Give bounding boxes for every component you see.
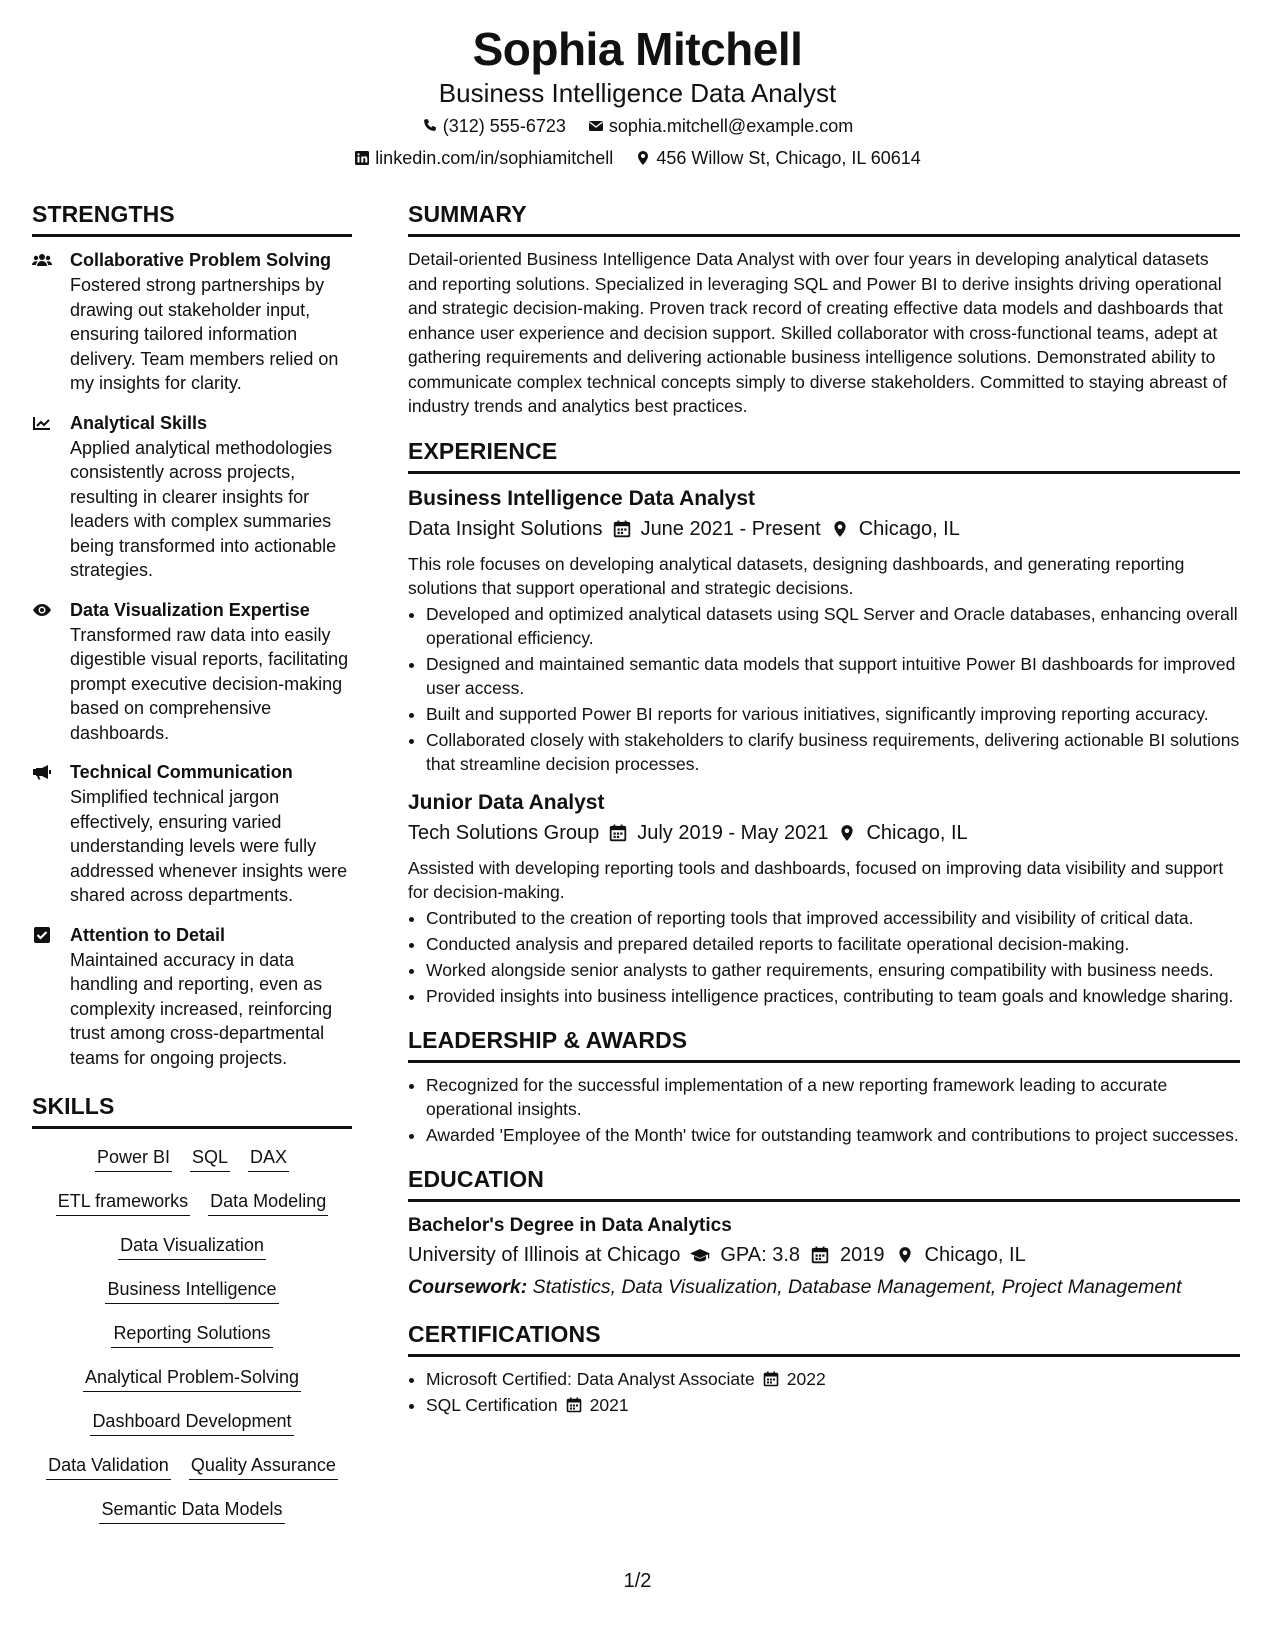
skill-tag: ETL frameworks	[56, 1189, 190, 1216]
calendar-icon	[566, 1397, 582, 1413]
calendar-icon	[613, 520, 631, 538]
skill-row	[32, 1277, 352, 1304]
certification-year: 2022	[786, 1368, 826, 1389]
job-bullet: • Worked alongside senior analysts to gather requirements, ensuring compatibility with business needs.	[426, 958, 1240, 982]
email-text: sophia.mitchell@example.com	[608, 116, 854, 136]
skill-row	[32, 1453, 352, 1480]
skill-tag: Quality Assurance	[189, 1453, 338, 1480]
certification-year: 2021	[589, 1394, 629, 1415]
job-description: This role focuses on developing analytical datasets, designing dashboards, and generating reporting solutions that support operational and strategic decisions.	[408, 553, 1185, 598]
education-year: 2019	[840, 1243, 885, 1266]
certification-list	[408, 1367, 1240, 1417]
strengths-heading: STRENGTHS	[32, 200, 352, 237]
leadership-section	[408, 1026, 1240, 1147]
strength-title: Technical Communication	[70, 762, 293, 782]
job-bullet: • Designed and maintained semantic data models that support intuitive Power BI dashboards for improved user access.	[426, 652, 1240, 700]
skill-tag: Business Intelligence	[105, 1277, 278, 1304]
strength-item	[32, 247, 352, 396]
strength-title: Analytical Skills	[70, 412, 208, 433]
map-pin-icon	[838, 824, 856, 842]
strength-desc: Applied analytical methodologies consistently across projects, resulting in clearer insights for leaders with complex summaries being transformed into actionable strategies.	[70, 437, 337, 580]
job-bullets	[408, 602, 1240, 776]
job-bullet: • Collaborated closely with stakeholders to clarify business requirements, delivering actionable BI solutions that streamline decision processes.	[426, 728, 1240, 776]
resume-header	[0, 22, 1275, 174]
strength-item	[32, 597, 352, 746]
job-location: Chicago, IL	[858, 517, 960, 540]
job-title: Business Intelligence Data Analyst	[408, 486, 756, 510]
education-degree: Bachelor's Degree in Data Analytics	[408, 1214, 732, 1236]
strength-item	[32, 410, 352, 583]
job-dates: July 2019 - May 2021	[637, 821, 829, 844]
job-title: Junior Data Analyst	[408, 790, 605, 814]
skill-tag: Data Validation	[46, 1453, 171, 1480]
page-number: 1/2	[623, 1570, 652, 1592]
job-bullet: • Contributed to the creation of reporting tools that improved accessibility and visibility of critical data.	[426, 906, 1240, 930]
skill-tag: Dashboard Development	[90, 1409, 293, 1436]
job-company: Tech Solutions Group	[408, 821, 600, 844]
experience-heading: EXPERIENCE	[408, 437, 1240, 474]
education-location: Chicago, IL	[924, 1243, 1026, 1266]
calendar-icon	[763, 1371, 779, 1387]
users-icon	[32, 251, 52, 269]
skills-section	[32, 1092, 352, 1524]
education-section	[408, 1165, 1240, 1302]
map-pin-icon	[635, 150, 651, 166]
skills-heading: SKILLS	[32, 1092, 352, 1129]
skill-tag: SQL	[190, 1145, 230, 1172]
linkedin-text: linkedin.com/in/sophiamitchell	[375, 148, 614, 168]
job-bullet: • Conducted analysis and prepared detailed reports to facilitate operational decision-making.	[426, 932, 1240, 956]
skill-row	[32, 1321, 352, 1348]
skill-row	[32, 1409, 352, 1436]
certification-name: • Microsoft Certified: Data Analyst Associate	[426, 1368, 755, 1389]
education-meta	[408, 1240, 1240, 1270]
envelope-icon	[588, 118, 604, 134]
skill-tag: DAX	[248, 1145, 289, 1172]
email-item[interactable]	[588, 110, 853, 142]
contact-row-1	[0, 110, 1275, 142]
skill-row	[32, 1145, 352, 1172]
linkedin-icon	[354, 150, 370, 166]
eye-icon	[32, 601, 52, 619]
strength-title: Data Visualization Expertise	[70, 599, 310, 620]
map-pin-icon	[895, 1246, 915, 1264]
map-pin-icon	[831, 520, 849, 538]
certifications-heading: CERTIFICATIONS	[408, 1320, 1240, 1357]
job-entry	[408, 788, 1240, 1008]
strength-item	[32, 922, 352, 1071]
candidate-name: Sophia Mitchell	[472, 23, 803, 75]
strength-desc: Maintained accuracy in data handling and reporting, even as complexity increased, reinforcing trust among cross-departmental teams for ongoing projects.	[70, 949, 333, 1068]
address-item	[635, 142, 920, 174]
chart-line-icon	[32, 414, 52, 432]
skill-row	[32, 1233, 352, 1260]
strength-title: Attention to Detail	[70, 924, 225, 945]
calendar-icon	[810, 1246, 830, 1264]
certification-item	[426, 1393, 1240, 1417]
phone-item	[422, 110, 566, 142]
job-bullet: • Provided insights into business intelligence practices, contributing to team goals and knowledge sharing.	[426, 984, 1240, 1008]
job-meta	[408, 818, 1240, 848]
skill-tag: Power BI	[95, 1145, 172, 1172]
phone-text: (312) 555-6723	[442, 116, 566, 136]
summary-text: Detail-oriented Business Intelligence Data Analyst with over four years in developing analytical datasets and reporting solutions. Specialized in leveraging SQL and Power BI to derive insights driving operational and strategic decision-making. Proven track record of creating effective data models and dashboards that enhance user experience and decision support. Skilled collaborator with cross-functional teams, adept at gathering requirements and delivering actionable business intelligence solutions. Demonstrated ability to communicate complex technical concepts simply to diverse stakeholders. Committed to staying abreast of industry trends and analytics best practices.	[408, 249, 1227, 416]
job-bullet: • Developed and optimized analytical datasets using SQL Server and Oracle databases, enhancing overall operational efficiency.	[426, 602, 1240, 650]
education-gpa: GPA: 3.8	[720, 1243, 801, 1266]
summary-heading: SUMMARY	[408, 200, 1240, 237]
address-text: 456 Willow St, Chicago, IL 60614	[656, 148, 921, 168]
skill-tag: Semantic Data Models	[99, 1497, 284, 1524]
linkedin-item[interactable]	[354, 142, 613, 174]
leadership-heading: LEADERSHIP & AWARDS	[408, 1026, 1240, 1063]
education-coursework	[408, 1272, 1240, 1302]
job-dates: June 2021 - Present	[640, 517, 821, 540]
certifications-section	[408, 1320, 1240, 1417]
leadership-bullets	[408, 1073, 1240, 1147]
certification-item	[426, 1367, 1240, 1391]
education-school: University of Illinois at Chicago	[408, 1243, 681, 1266]
skill-row	[32, 1365, 352, 1392]
strength-desc: Transformed raw data into easily digestible visual reports, facilitating prompt executive decision-making based on comprehensive dashboards.	[70, 624, 349, 743]
job-bullet: • Built and supported Power BI reports for various initiatives, significantly improving reporting accuracy.	[426, 702, 1240, 726]
leadership-bullet: • Recognized for the successful implementation of a new reporting framework leading to accurate operational insights.	[426, 1073, 1240, 1121]
left-column	[32, 200, 352, 1541]
megaphone-icon	[32, 763, 52, 781]
summary-section	[408, 200, 1240, 419]
strength-desc: Simplified technical jargon effectively, ensuring varied understanding levels were fully addressed whenever insights were shared across departments.	[70, 787, 348, 905]
leadership-bullet: • Awarded 'Employee of the Month' twice for outstanding teamwork and contributions to project successes.	[426, 1123, 1240, 1147]
skill-tag: Data Visualization	[118, 1233, 266, 1260]
contact-row-2	[0, 142, 1275, 174]
skill-row	[32, 1497, 352, 1524]
job-location: Chicago, IL	[866, 821, 968, 844]
strength-desc: Fostered strong partnerships by drawing out stakeholder input, ensuring tailored information delivery. Team members relied on my insights for clarity.	[70, 275, 339, 393]
skill-tag: Analytical Problem-Solving	[83, 1365, 301, 1392]
job-bullets	[408, 906, 1240, 1008]
coursework-list: Statistics, Data Visualization, Database Management, Project Management	[532, 1275, 1182, 1298]
job-meta	[408, 514, 1240, 544]
graduation-cap-icon	[690, 1246, 710, 1264]
candidate-title: Business Intelligence Data Analyst	[438, 78, 837, 108]
certification-name: • SQL Certification	[426, 1394, 558, 1415]
job-entry	[408, 484, 1240, 776]
coursework-label: Coursework:	[408, 1275, 528, 1298]
skill-row	[32, 1189, 352, 1216]
skill-tag: Reporting Solutions	[111, 1321, 272, 1348]
phone-icon	[422, 118, 438, 134]
right-column	[408, 200, 1240, 1435]
check-square-icon	[32, 926, 52, 944]
job-company: Data Insight Solutions	[408, 517, 603, 540]
calendar-icon	[609, 824, 627, 842]
job-description: Assisted with developing reporting tools and dashboards, focused on improving data visibility and support for decision-making.	[408, 857, 1224, 902]
education-heading: EDUCATION	[408, 1165, 1240, 1202]
skill-tag: Data Modeling	[208, 1189, 328, 1216]
strength-item	[32, 759, 352, 908]
strength-title: Collaborative Problem Solving	[70, 250, 332, 270]
experience-section	[408, 437, 1240, 1008]
